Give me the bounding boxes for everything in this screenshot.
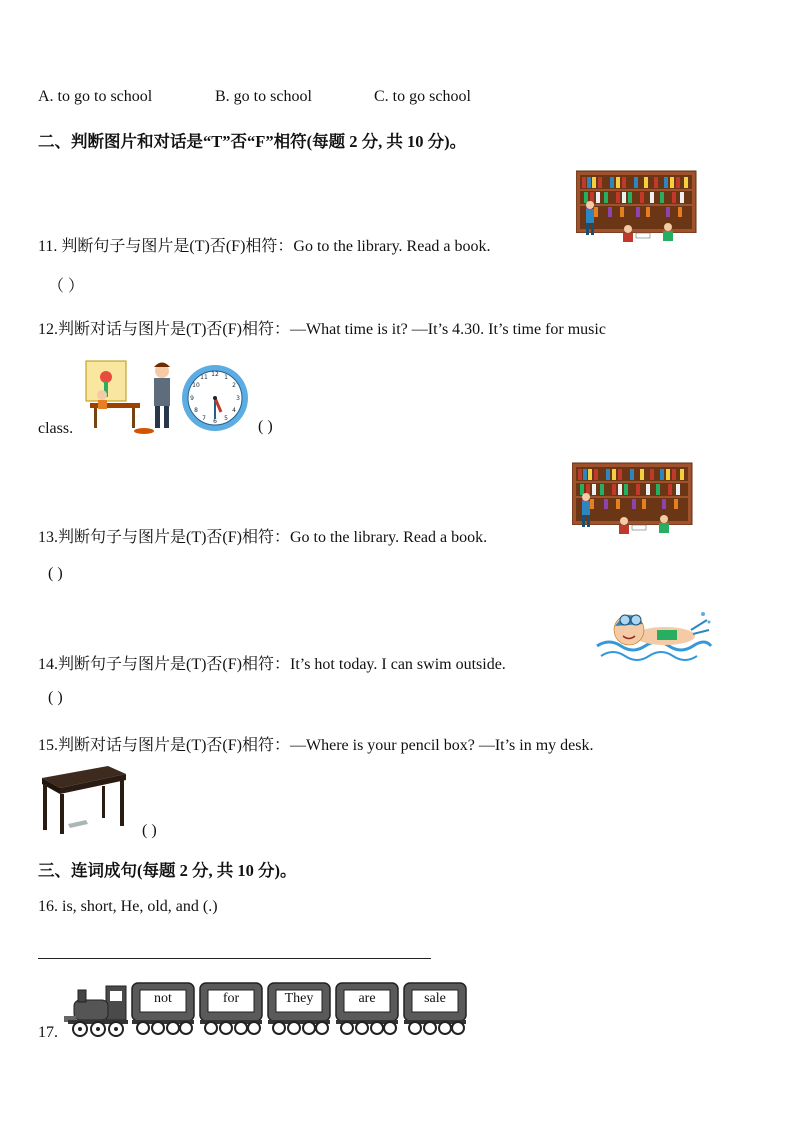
train-car-word: are: [358, 991, 376, 1006]
q11-answer-paren[interactable]: （ ）: [48, 278, 85, 295]
train-cars: [131, 982, 467, 1036]
swimmer-picture: [595, 600, 713, 666]
q15-text: 15.判断对话与图片是(T)否(F)相符：—Where is your pencil box? —It’s in my desk.: [38, 737, 594, 754]
train-car-word: not: [154, 991, 172, 1006]
q11-text: 11. 判断句子与图片是(T)否(F)相符：Go to the library. Read a book.: [38, 238, 491, 255]
music-class-picture: [84, 355, 180, 437]
q12-answer-paren[interactable]: ( ): [258, 418, 273, 435]
locomotive-picture: [62, 982, 132, 1038]
svg-text:8: 8: [194, 407, 198, 414]
q17-number: 17.: [38, 1024, 58, 1041]
svg-text:12: 12: [211, 371, 219, 378]
section3-heading: 三、连词成句(每题 2 分, 共 10 分)。: [38, 861, 297, 880]
train-car: [199, 982, 263, 1036]
svg-text:7: 7: [202, 415, 206, 422]
option-a: A. to go to school: [38, 88, 153, 105]
q15-answer-paren[interactable]: ( ): [142, 822, 157, 839]
svg-text:10: 10: [192, 382, 200, 389]
svg-text:11: 11: [200, 374, 208, 381]
desk-picture: [38, 764, 130, 836]
clock-picture: [180, 363, 250, 433]
library-picture: [576, 167, 698, 249]
option-b: B. go to school: [215, 88, 312, 105]
train-car-word: for: [222, 991, 240, 1006]
q16-answer-line[interactable]: [38, 958, 431, 959]
train-car: [267, 982, 331, 1036]
train-car: [131, 982, 195, 1036]
q16-text: 16. is, short, He, old, and (.): [38, 898, 218, 915]
option-c: C. to go school: [374, 88, 471, 105]
q13-answer-paren[interactable]: ( ): [48, 565, 63, 582]
train-car: [403, 982, 467, 1036]
svg-text:6: 6: [213, 418, 217, 425]
q12-text-continued: class.: [38, 420, 74, 437]
library-picture: [572, 459, 694, 541]
train-car-word: They: [284, 991, 314, 1006]
section2-heading: 二、判断图片和对话是“T”否“F”相符(每题 2 分, 共 10 分)。: [38, 132, 467, 151]
train-car-word: sale: [424, 991, 446, 1006]
q14-answer-paren[interactable]: ( ): [48, 689, 63, 706]
q12-text: 12.判断对话与图片是(T)否(F)相符：—What time is it? —It’s 4.30. It’s time for music: [38, 321, 606, 338]
svg-text:3: 3: [236, 395, 240, 402]
q14-text: 14.判断句子与图片是(T)否(F)相符：It’s hot today. I can swim outside.: [38, 656, 506, 673]
svg-text:2: 2: [232, 382, 236, 389]
svg-text:5: 5: [224, 415, 228, 422]
svg-text:4: 4: [232, 407, 236, 414]
svg-text:1: 1: [224, 374, 228, 381]
svg-text:9: 9: [190, 395, 194, 402]
q13-text: 13.判断句子与图片是(T)否(F)相符：Go to the library. Read a book.: [38, 529, 488, 546]
train-car: [335, 982, 399, 1036]
